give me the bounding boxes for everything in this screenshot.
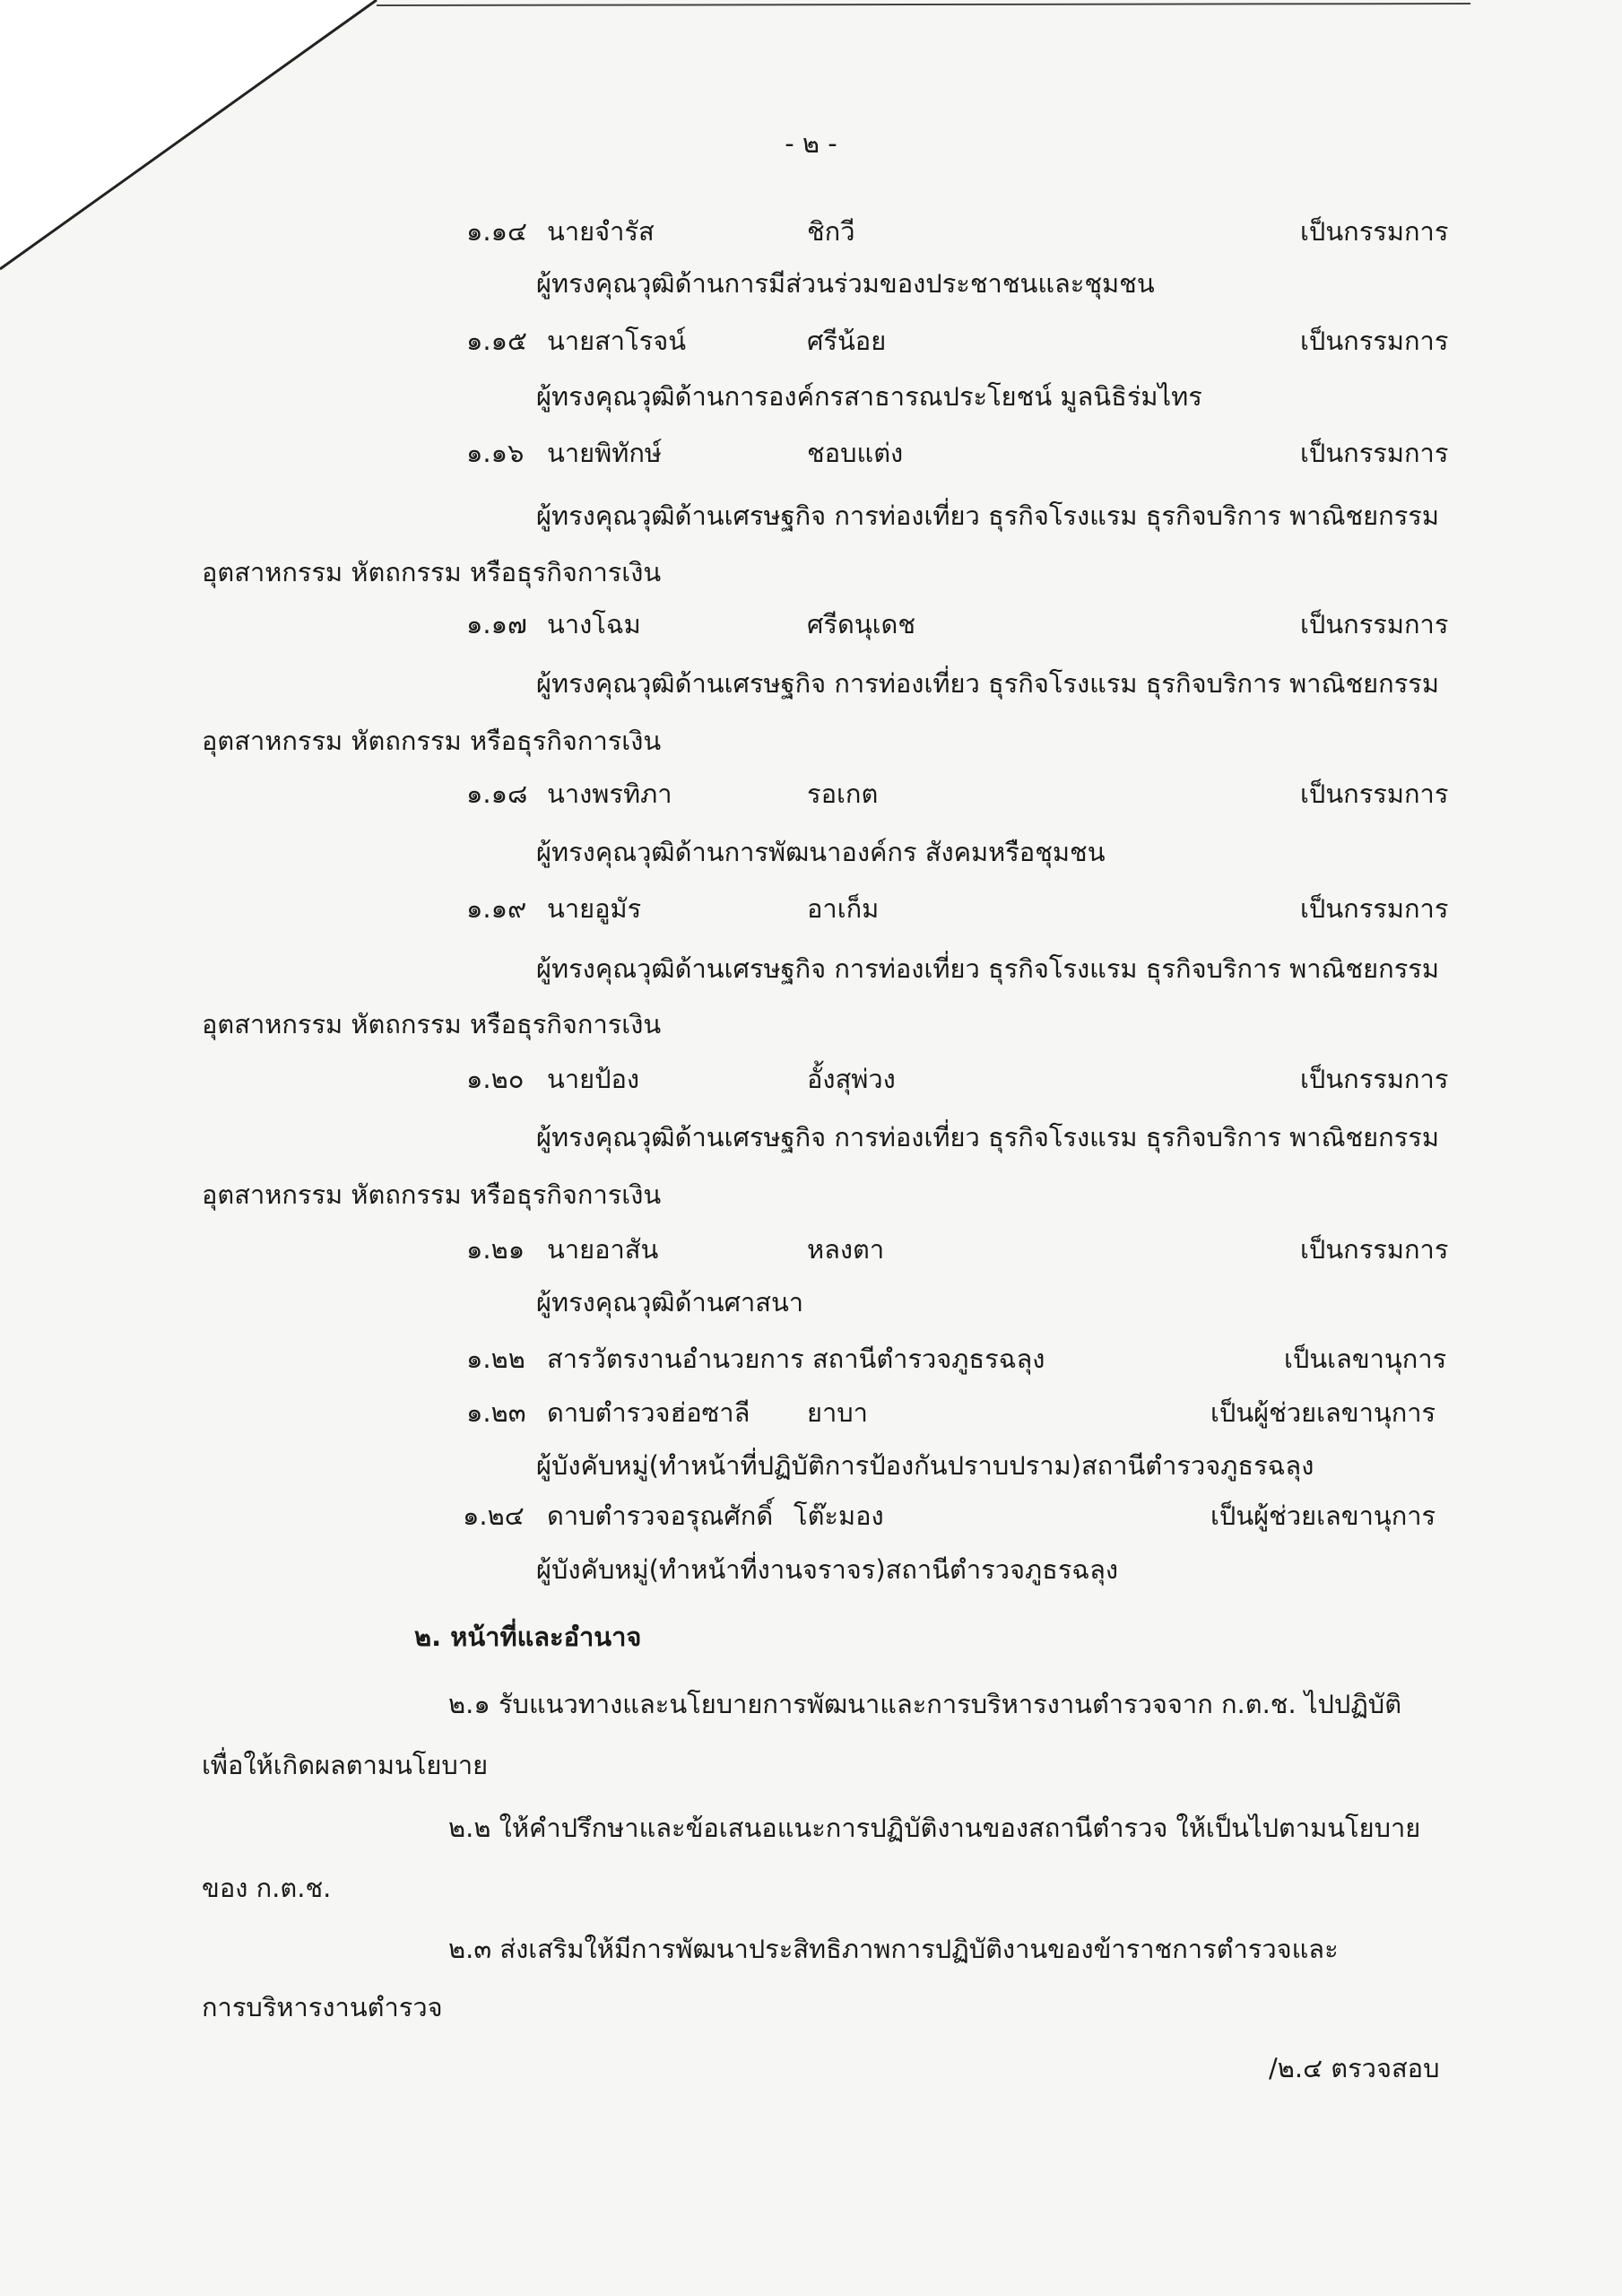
member-role: เป็นกรรมการ [1300, 438, 1449, 468]
member-first-name: นายป้อง [547, 1064, 640, 1094]
member-description: ผู้ทรงคุณวุฒิด้านเศรษฐกิจ การท่องเที่ยว ธุรกิจโรงแรม ธุรกิจบริการ พาณิชยกรรม [536, 1122, 1439, 1152]
member-first-name: นางพรทิภา [547, 778, 672, 809]
duty-text-continued: เพื่อให้เกิดผลตามนโยบาย [202, 1750, 489, 1780]
duty-text: ๒.๑ รับแนวทางและนโยบายการพัฒนาและการบริหารงานตำรวจจาก ก.ต.ช. ไปปฏิบัติ [448, 1689, 1402, 1719]
duty-text-continued: การบริหารงานตำรวจ [202, 1992, 443, 2022]
member-number: ๑.๑๕ [466, 326, 527, 356]
secretary-name: สารวัตรงานอำนวยการ สถานีตำรวจภูธรฉลุง [547, 1344, 1045, 1374]
section-heading: ๒. หน้าที่และอำนาจ [414, 1622, 642, 1652]
member-first-name: นายจำรัส [547, 216, 655, 247]
member-last-name: ยาบา [807, 1397, 868, 1428]
member-first-name: นายสาโรจน์ [547, 326, 687, 356]
member-description-continued: อุตสาหกรรม หัตถกรรม หรือธุรกิจการเงิน [202, 1009, 662, 1039]
member-number: ๑.๑๘ [466, 778, 528, 809]
member-last-name: อาเก็ม [807, 893, 880, 924]
member-role: เป็นกรรมการ [1300, 778, 1449, 809]
member-last-name: อั้งสุพ่วง [807, 1064, 896, 1094]
member-description-continued: อุตสาหกรรม หัตถกรรม หรือธุรกิจการเงิน [202, 1179, 662, 1210]
page-continuation: /๒.๔ ตรวจสอบ [1269, 2053, 1440, 2083]
member-description: ผู้ทรงคุณวุฒิด้านการมีส่วนร่วมของประชาชนและชุมชน [536, 268, 1155, 299]
member-last-name: ศรีดนุเดช [807, 609, 916, 639]
duty-text: ๒.๓ ส่งเสริมให้มีการพัฒนาประสิทธิภาพการปฏิบัติงานของข้าราชการตำรวจและ [448, 1934, 1339, 1964]
member-description: ผู้บังคับหมู่(ทำหน้าที่ปฏิบัติการป้องกันปราบปราม)สถานีตำรวจภูธรฉลุง [536, 1450, 1314, 1481]
member-description: ผู้ทรงคุณวุฒิด้านเศรษฐกิจ การท่องเที่ยว ธุรกิจโรงแรม ธุรกิจบริการ พาณิชยกรรม [536, 953, 1439, 984]
member-description: ผู้บังคับหมู่(ทำหน้าที่งานจราจร)สถานีตำรวจภูธรฉลุง [536, 1554, 1119, 1585]
member-description-continued: อุตสาหกรรม หัตถกรรม หรือธุรกิจการเงิน [202, 557, 662, 587]
member-number: ๑.๒๐ [466, 1064, 525, 1094]
member-first-name: ดาบตำรวจอรุณศักดิ์ [547, 1500, 774, 1531]
member-role: เป็นกรรมการ [1300, 893, 1449, 924]
member-description: ผู้ทรงคุณวุฒิด้านศาสนา [536, 1287, 804, 1318]
duty-text-continued: ของ ก.ต.ช. [202, 1873, 332, 1903]
member-number: ๑.๑๙ [466, 893, 527, 924]
member-first-name: นายอาสัน [547, 1234, 659, 1265]
member-role: เป็นเลขานุการ [1284, 1344, 1447, 1374]
member-description-continued: อุตสาหกรรม หัตถกรรม หรือธุรกิจการเงิน [202, 726, 662, 756]
member-first-name: นางโฉม [547, 609, 641, 639]
member-number: ๑.๒๒ [466, 1344, 525, 1374]
member-last-name: ชอบแต่ง [807, 438, 904, 468]
member-number: ๑.๒๔ [463, 1500, 525, 1531]
member-role: เป็นกรรมการ [1300, 609, 1449, 639]
member-number: ๑.๑๔ [466, 216, 527, 247]
member-number: ๑.๒๓ [466, 1397, 526, 1428]
member-number: ๑.๑๖ [466, 438, 525, 468]
member-description: ผู้ทรงคุณวุฒิด้านเศรษฐกิจ การท่องเที่ยว ธุรกิจโรงแรม ธุรกิจบริการ พาณิชยกรรม [536, 500, 1439, 531]
member-last-name: หลงตา [807, 1234, 885, 1265]
member-role: เป็นกรรมการ [1300, 216, 1449, 247]
member-description: ผู้ทรงคุณวุฒิด้านเศรษฐกิจ การท่องเที่ยว ธุรกิจโรงแรม ธุรกิจบริการ พาณิชยกรรม [536, 668, 1439, 699]
member-last-name: ศรีน้อย [807, 326, 887, 356]
member-role: เป็นกรรมการ [1300, 1234, 1449, 1265]
member-last-name: โต๊ะมอง [794, 1500, 884, 1531]
member-first-name: นายอูมัร [547, 893, 642, 924]
member-role: เป็นผู้ช่วยเลขานุการ [1210, 1500, 1436, 1531]
member-role: เป็นกรรมการ [1300, 326, 1449, 356]
member-description: ผู้ทรงคุณวุฒิด้านการพัฒนาองค์กร สังคมหรือชุมชน [536, 837, 1106, 867]
member-first-name: ดาบตำรวจฮ่อซาลี [547, 1397, 750, 1428]
member-description: ผู้ทรงคุณวุฒิด้านการองค์กรสาธารณประโยชน์ มูลนิธิร่มไทร [536, 381, 1202, 412]
member-role: เป็นกรรมการ [1300, 1064, 1449, 1094]
member-number: ๑.๒๑ [466, 1234, 525, 1265]
member-last-name: ชิกวี [807, 216, 855, 247]
duty-text: ๒.๒ ให้คำปรึกษาและข้อเสนอแนะการปฏิบัติงานของสถานีตำรวจ ให้เป็นไปตามนโยบาย [448, 1813, 1421, 1843]
member-role: เป็นผู้ช่วยเลขานุการ [1210, 1397, 1436, 1428]
member-first-name: นายพิทักษ์ [547, 438, 663, 468]
member-number: ๑.๑๗ [466, 609, 527, 639]
member-last-name: รอเกต [807, 778, 879, 809]
page-number: - ๒ - [785, 128, 837, 159]
